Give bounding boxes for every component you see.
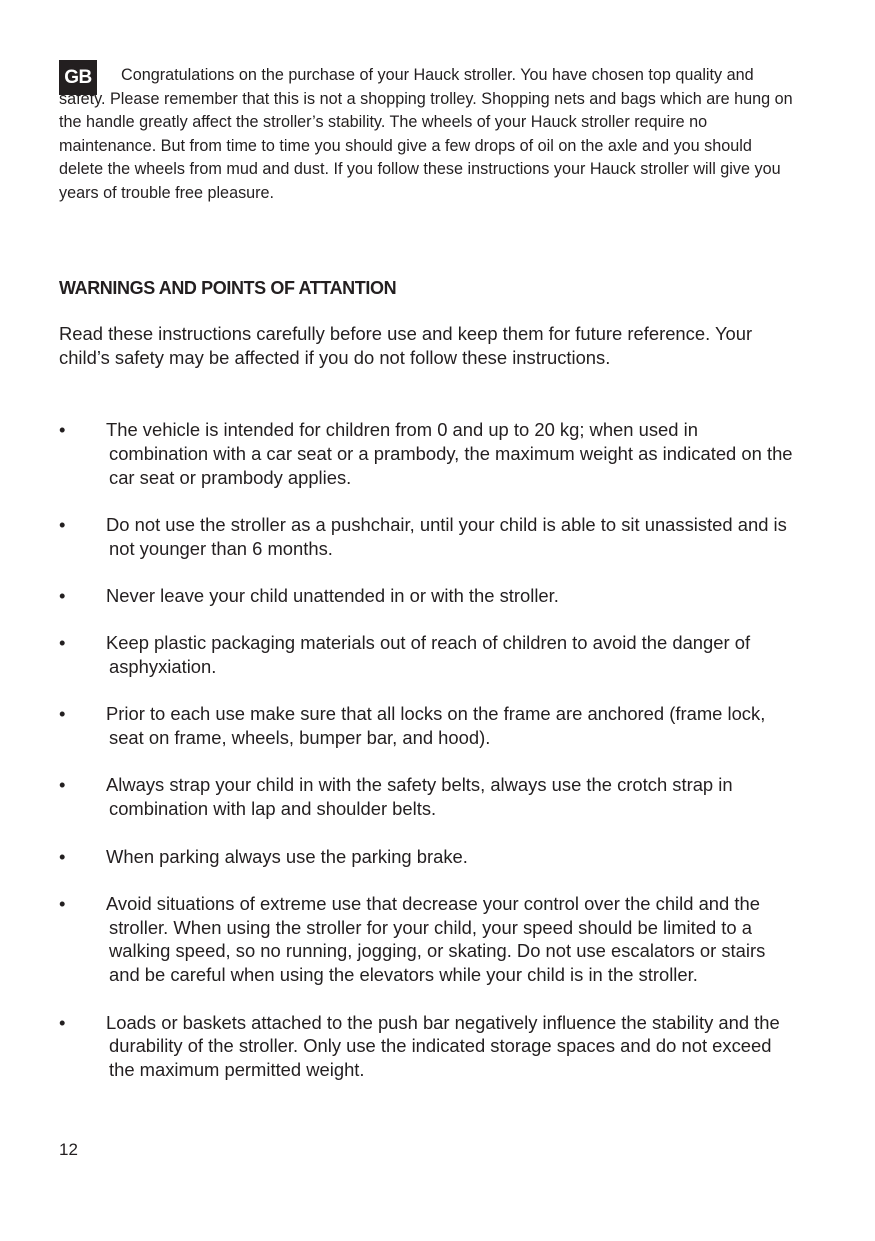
list-item-text: When parking always use the parking brake. [106, 845, 468, 867]
page-number: 12 [59, 1140, 78, 1159]
list-item-text: Keep plastic packaging materials out of reach of children to avoid the danger of asphyxiation. [106, 632, 751, 678]
list-item-text: Never leave your child unattended in or with the stroller. [106, 584, 559, 606]
list-item [59, 418, 799, 489]
list-item-text: The vehicle is intended for children from 0 and up to 20 kg; when used in combination with a car seat or a prambody, the maximum weight as indicated on the car seat or prambody applies. [106, 419, 793, 488]
bullet-icon: • [59, 892, 66, 914]
list-item [59, 631, 799, 679]
warnings-list [59, 418, 799, 1105]
list-item [59, 845, 799, 869]
intro-paragraph: Congratulations on the purchase of your Hauck stroller. You have chosen top quality and safety. Please remember that this is not a shopping trolley. Shopping nets and bags which are hung on the handle greatly affect the stroller’s stability. The wheels of your Hauck stroller require no maintenance. But from time to time you should give a few drops of oil on the axle and you should delete the wheels from mud and dust. If you follow these instructions your Hauck stroller will give you years of trouble free pleasure. [59, 66, 793, 202]
list-item-text: Always strap your child in with the safety belts, always use the crotch strap in combination with lap and shoulder belts. [106, 774, 733, 820]
bullet-icon: • [59, 703, 66, 725]
bullet-icon: • [59, 774, 66, 796]
list-item [59, 584, 799, 608]
list-item [59, 1011, 799, 1082]
list-item-text: Avoid situations of extreme use that decrease your control over the child and the stroller. When using the stroller for your child, your speed should be limited to a walking speed, so no running, jogging, or skating. Do not use escalators or stairs and be careful when using the elevators while your child is in the stroller. [106, 892, 766, 986]
list-item-text: Do not use the stroller as a pushchair, until your child is able to sit unassisted and is not younger than 6 months. [106, 513, 787, 559]
bullet-icon: • [59, 632, 66, 654]
language-badge: GB [59, 60, 97, 95]
list-item [59, 702, 799, 750]
bullet-icon: • [59, 513, 66, 535]
bullet-icon: • [59, 1011, 66, 1033]
list-item [59, 513, 799, 561]
list-item [59, 773, 799, 821]
list-item [59, 892, 799, 987]
instructions-lead-paragraph: Read these instructions carefully before use and keep them for future reference. Your child’s safety may be affected if you do not follow these instructions. [59, 323, 753, 368]
list-item-text: Loads or baskets attached to the push bar negatively influence the stability and the durability of the stroller. Only use the indicated storage spaces and do not exceed the maximum permitted weight. [106, 1011, 780, 1081]
bullet-icon: • [59, 419, 66, 440]
list-item-text: Prior to each use make sure that all locks on the frame are anchored (frame lock, seat on frame, wheels, bumper bar, and hood). [106, 703, 766, 749]
warnings-heading: WARNINGS AND POINTS OF ATTANTION [59, 278, 397, 298]
bullet-icon: • [59, 845, 66, 867]
bullet-icon: • [59, 584, 66, 606]
